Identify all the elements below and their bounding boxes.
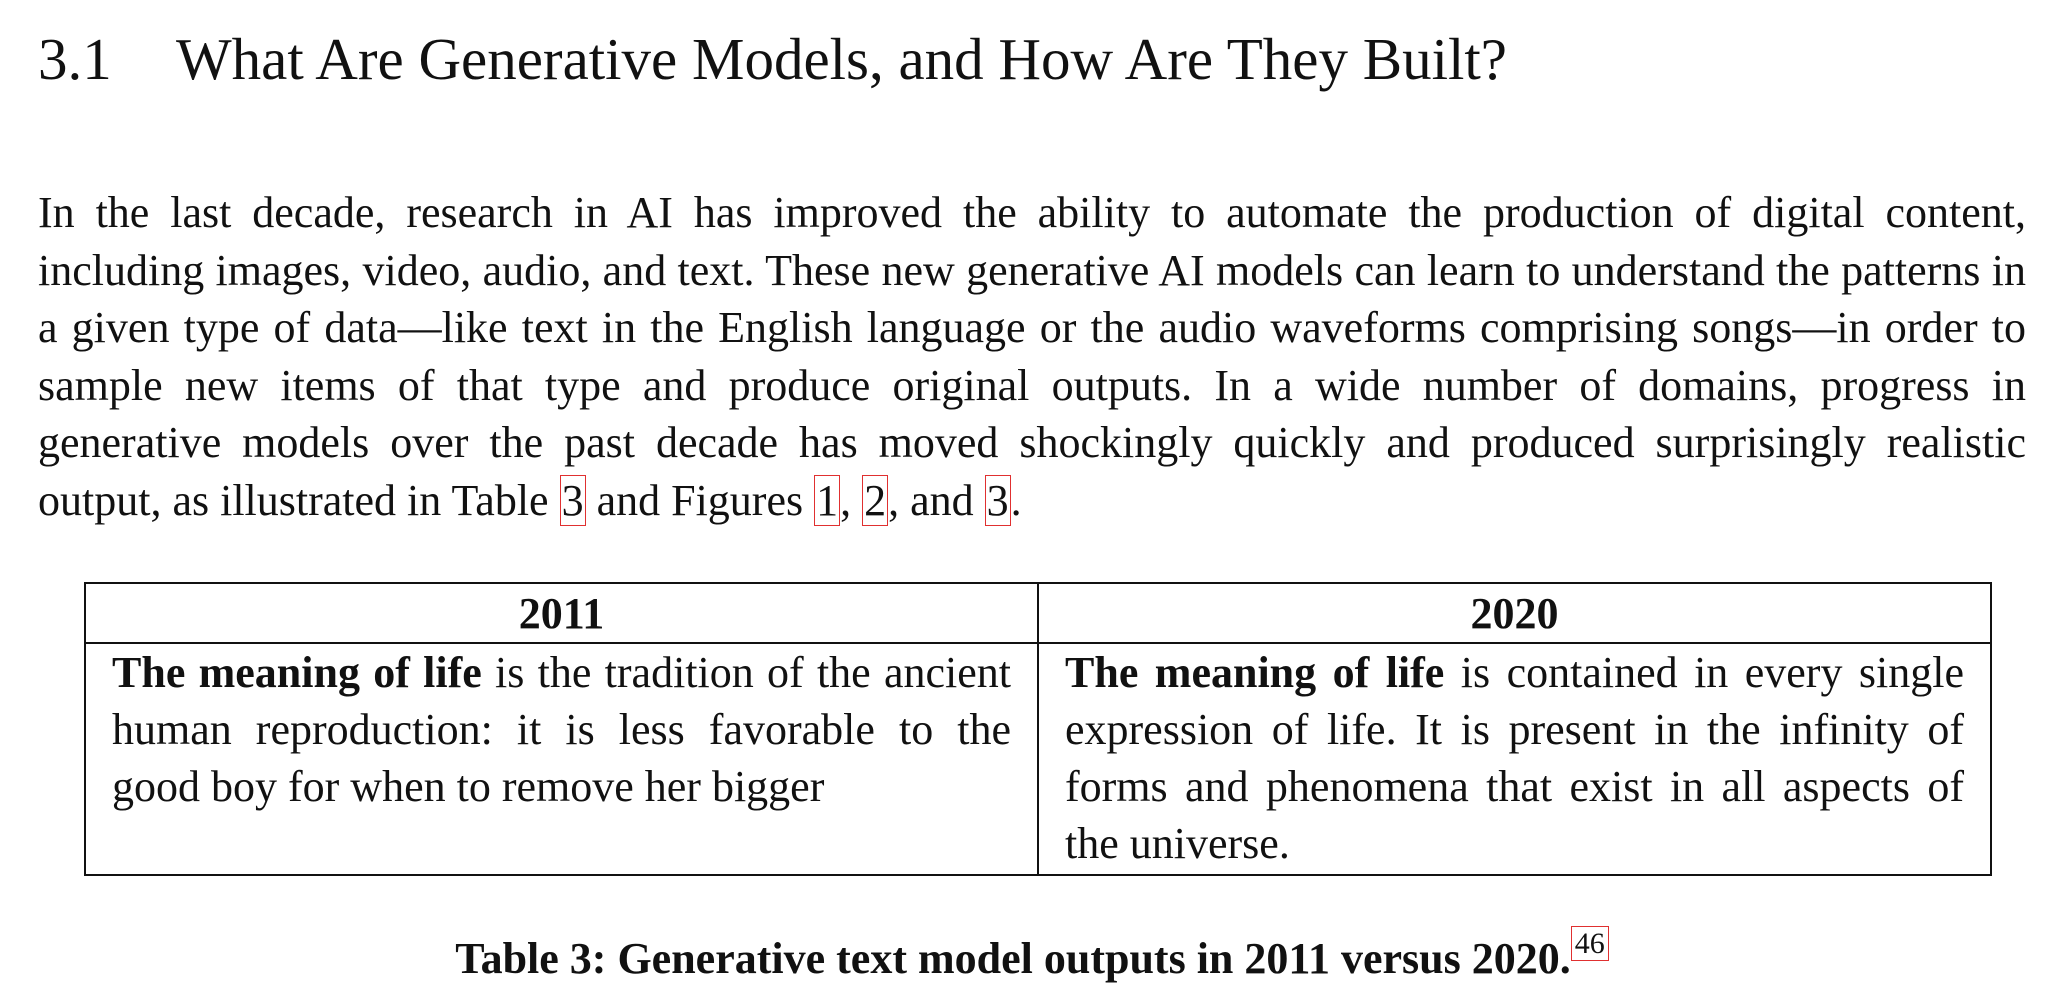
table-3-link[interactable]: 3 [561,475,584,525]
section-number: 3.1 [38,26,112,92]
body-paragraph [38,184,2026,530]
paragraph-text: In the last decade, research in AI has improved the ability to automate the production of digital content, including images, video, audio, and text. These new generative AI models can learn to understand the patterns in a given type of data—like text in the English language or the audio waveforms comprising songs—in order to sample new items of that type and produce original outputs. In a wide number of domains, progress in generative models over the past decade has moved shockingly quickly and produced surprisingly realistic output, as illustrated in Table [38,188,2026,525]
page [38,0,2026,989]
cell-2011-text: is the tradition of the ancient human reproduction: it is less favorable to the good boy for when to remove her bigger [112,647,1011,811]
paragraph-and: , and [888,475,974,525]
figure-2-link[interactable]: 2 [864,475,887,525]
table-header-row [85,583,1991,643]
section-heading [38,24,2026,94]
cell-2020-text: is contained in every single expression of life. It is present in the infinity of forms and phenomena that exist in all aspects of the universe. [1065,647,1964,868]
footnote-46-link[interactable]: 46 [1571,926,1609,961]
table-caption [38,914,2026,989]
header-2011: 2011 [85,583,1038,643]
paragraph-comma: , [840,475,852,525]
cell-2011-lead: The meaning of life [112,647,482,697]
paragraph-end: . [1010,475,1022,525]
figure-3-link[interactable]: 3 [986,475,1009,525]
cell-2020-lead: The meaning of life [1065,647,1445,697]
section-title: What Are Generative Models, and How Are They Built? [176,26,1507,92]
table-row [85,643,1991,875]
comparison-table [84,582,1992,876]
caption-text: Table 3: Generative text model outputs in 2011 versus 2020. [455,933,1571,983]
cell-2011-output [85,643,1038,875]
paragraph-and-figures: and Figures [596,475,804,525]
figure-1-link[interactable]: 1 [816,475,839,525]
cell-2020-output [1038,643,1991,875]
header-2020: 2020 [1038,583,1991,643]
